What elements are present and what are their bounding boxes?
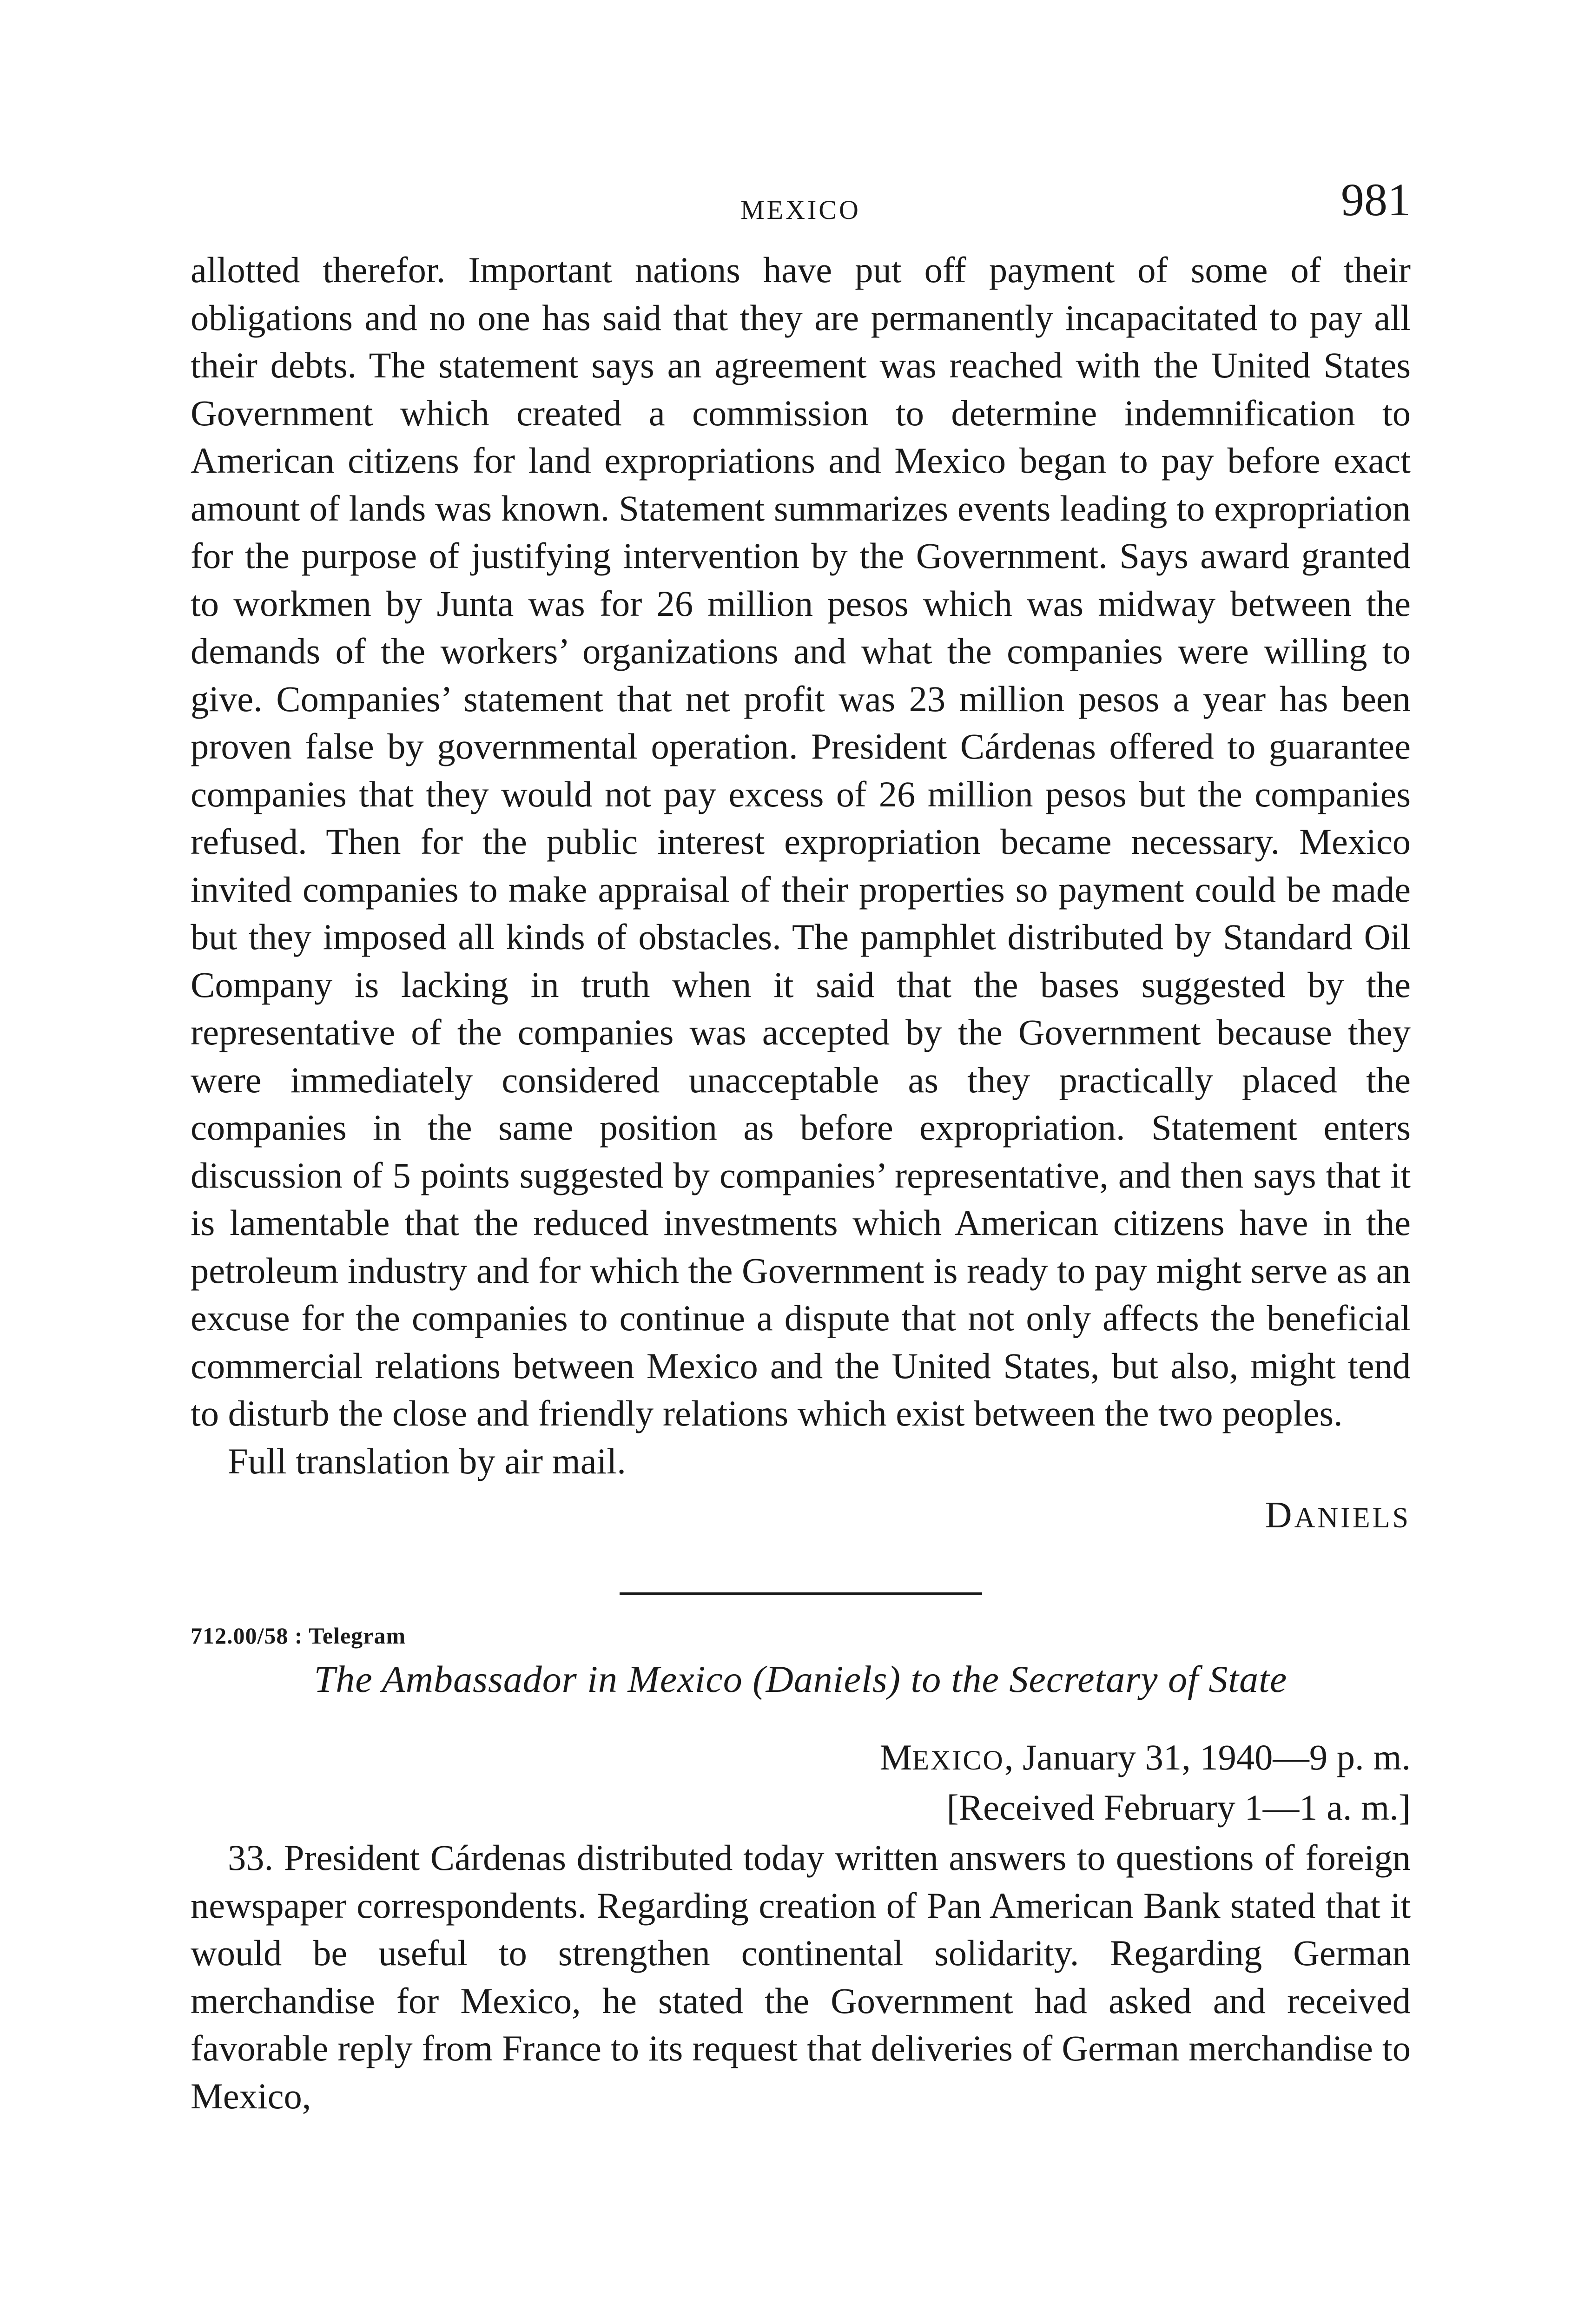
signature-rest: ANIELS [1294, 1502, 1411, 1534]
page-number: 981 [1341, 174, 1411, 225]
signature-initial: D [1265, 1495, 1294, 1536]
dateline-date: , January 31, 1940—9 p. m. [1004, 1737, 1411, 1777]
dateline [191, 1734, 1411, 1831]
closing-line: Full translation by air mail. [228, 1440, 626, 1481]
file-reference: 712.00/58 : Telegram [191, 1623, 406, 1649]
continuation-paragraph: allotted therefor. Important nations have put off payment of some of their obligations and no one has said that they are permanently incapacitated to pay all their debts. The statement says an agreement was reached with the United States Government which created a commission to determine indemnification to American citizens for land expropriations and Mexico began to pay before exact amount of lands was known. Statement summarizes events leading to expropriation for the purpose of justifying intervention by the Government. Says award granted to workmen by Junta was for 26 million pesos which was midway between the demands of the workers’ organizations and what the companies were willing to give. Companies’ statement that net profit was 23 million pesos a year has been proven false by governmental operation. President Cárdenas offered to guarantee companies that they would not pay excess of 26 million pesos but the companies refused. Then for the public interest expropriation became necessary. Mexico invited companies to make appraisal of their properties so payment could be made but they imposed all kinds of obstacles. The pamphlet distributed by Standard Oil Company is lacking in truth when it said that the bases suggested by the representative of the companies was accepted by the Government because they were immediately considered unacceptable as they practically placed the companies in the same position as before expropriation. Statement enters discussion of 5 points suggested by companies’ representative, and then says that it is lamentable that the reduced investments which American citizens have in the petroleum industry and for which the Government is ready to pay might serve as an excuse for the companies to continue a dispute that not only affects the beneficial commercial relations between Mexico and the United States, but also, might tend to disturb the close and friendly relations which exist between the two peoples. [191, 250, 1411, 1433]
dateline-place-date [191, 1734, 1411, 1784]
running-head [191, 174, 1411, 232]
document-page [191, 174, 1411, 2120]
signature [191, 1494, 1411, 1537]
dateline-place-initial: M [879, 1737, 912, 1777]
document-title: The Ambassador in Mexico (Daniels) to the Secretary of State [314, 1658, 1287, 1700]
received-note: [Received February 1—1 a. m.] [946, 1787, 1411, 1828]
section-divider [620, 1592, 982, 1595]
telegram-body: 33. President Cárdenas distributed today written answers to questions of foreign newspaper correspondents. Regarding creation of Pan American Bank stated that it would be useful to strengthen continental solidarity. Regarding German merchandise for Mexico, he stated the Government had asked and received favorable reply from France to its request that deliveries of German merchandise to Mexico, [191, 1837, 1411, 2116]
dateline-place-rest: EXICO [912, 1745, 1004, 1776]
running-title: MEXICO [740, 195, 861, 225]
